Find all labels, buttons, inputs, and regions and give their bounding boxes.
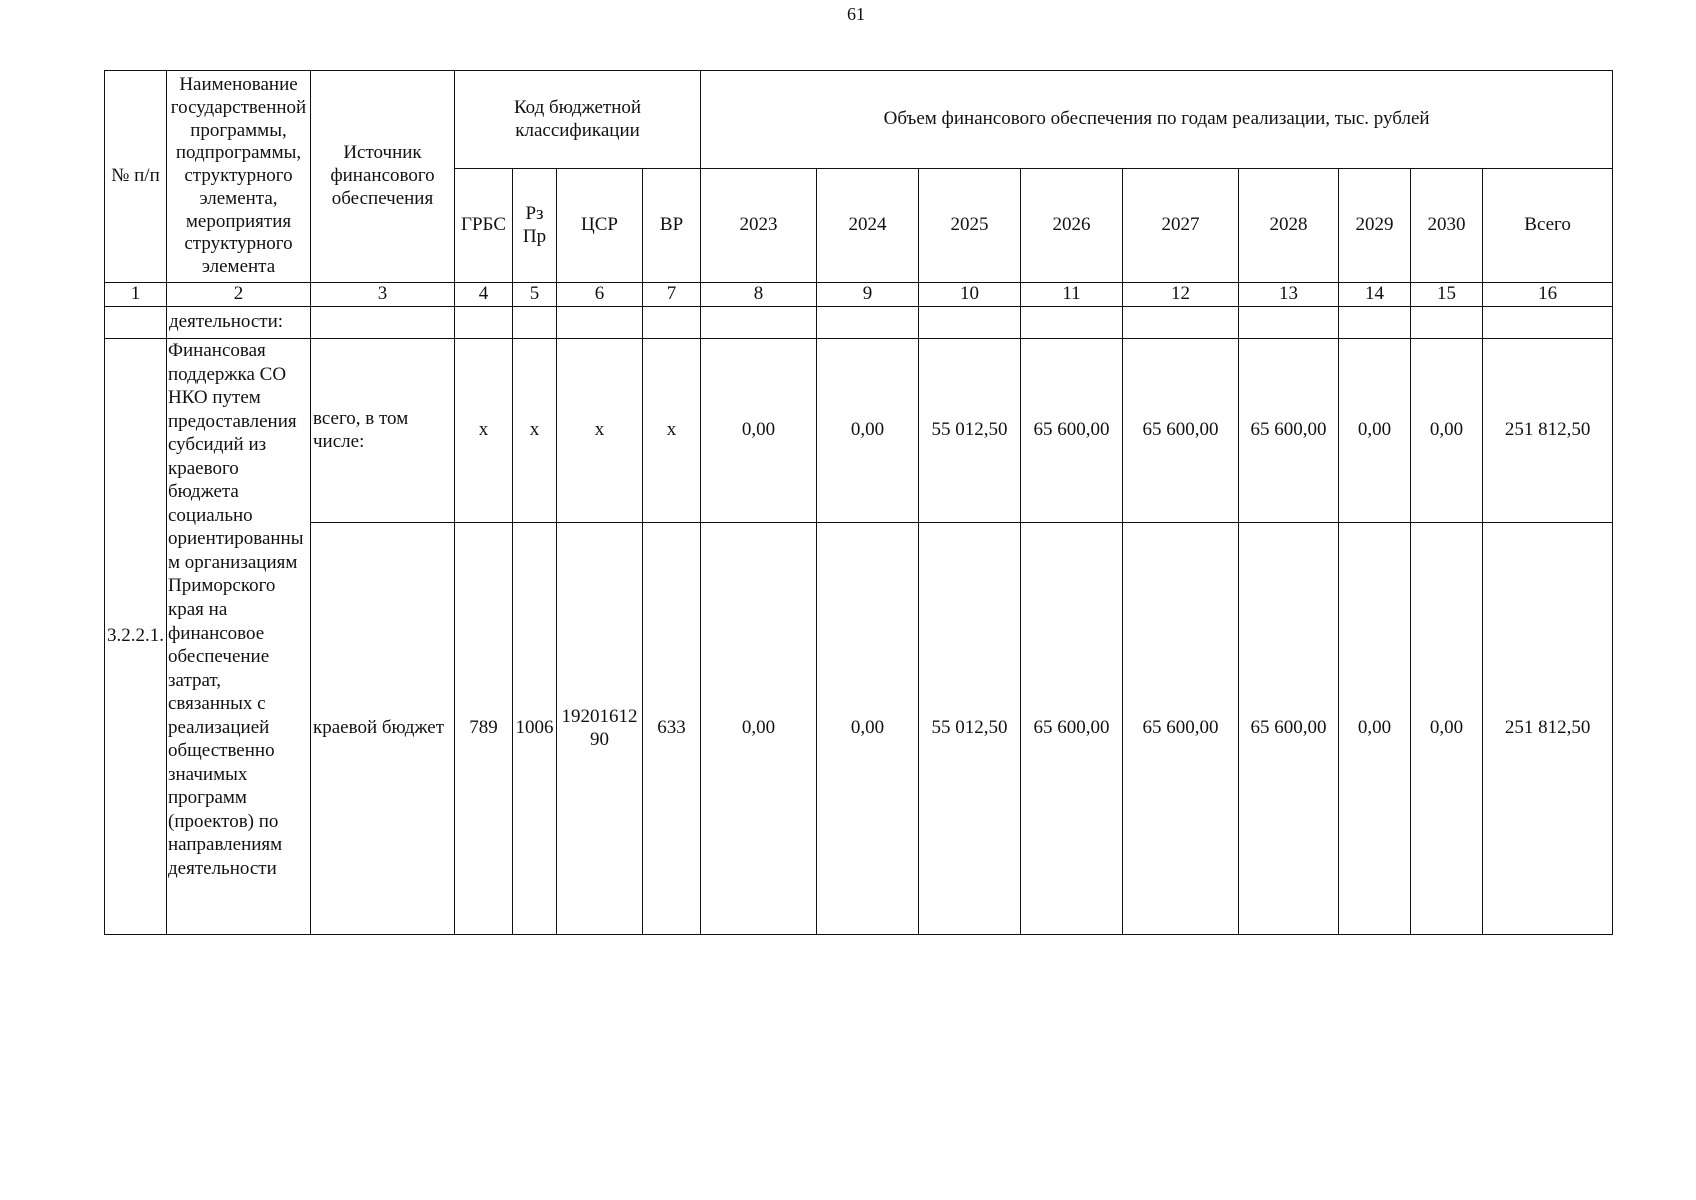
header-name: Наименование государственной программы, подпрограммы, структурного элемента, мероприятия структурного элемента	[167, 71, 311, 283]
empty-cell	[701, 307, 817, 339]
value-2024: 0,00	[817, 339, 919, 523]
value-2028: 65 600,00	[1239, 523, 1339, 935]
page-number: 61	[847, 4, 865, 24]
empty-cell	[1339, 307, 1411, 339]
value-2026: 65 600,00	[1021, 339, 1123, 523]
value-2023: 0,00	[701, 339, 817, 523]
column-number: 16	[1483, 283, 1613, 307]
empty-cell	[1411, 307, 1483, 339]
column-number: 1	[105, 283, 167, 307]
column-number: 12	[1123, 283, 1239, 307]
empty-cell	[1239, 307, 1339, 339]
empty-cell	[311, 307, 455, 339]
value-2024: 0,00	[817, 523, 919, 935]
source-cell: краевой бюджет	[311, 523, 455, 935]
column-number: 8	[701, 283, 817, 307]
vr-cell: 633	[643, 523, 701, 935]
column-number: 2	[167, 283, 311, 307]
empty-cell	[1123, 307, 1239, 339]
header-year-2023: 2023	[701, 169, 817, 283]
column-number: 14	[1339, 283, 1411, 307]
header-volume: Объем финансового обеспечения по годам реализации, тыс. рублей	[701, 71, 1613, 169]
table-row-total	[105, 339, 1613, 523]
value-2025: 55 012,50	[919, 523, 1021, 935]
header-rzpr: Рз Пр	[513, 169, 557, 283]
value-2023: 0,00	[701, 523, 817, 935]
column-number: 5	[513, 283, 557, 307]
header-vr: ВР	[643, 169, 701, 283]
header-row-top	[105, 71, 1613, 169]
empty-cell	[557, 307, 643, 339]
column-number: 7	[643, 283, 701, 307]
budget-table	[104, 70, 1613, 935]
continuation-row	[105, 307, 1613, 339]
vr-cell: x	[643, 339, 701, 523]
empty-cell	[1021, 307, 1123, 339]
value-2029: 0,00	[1339, 339, 1411, 523]
column-number: 9	[817, 283, 919, 307]
header-total: Всего	[1483, 169, 1613, 283]
value-2026: 65 600,00	[1021, 523, 1123, 935]
grbs-cell: 789	[455, 523, 513, 935]
column-number: 4	[455, 283, 513, 307]
continuation-text: деятельности:	[167, 307, 311, 339]
csr-cell: 1920161290	[557, 523, 643, 935]
value-2025: 55 012,50	[919, 339, 1021, 523]
value-2027: 65 600,00	[1123, 339, 1239, 523]
header-year-2028: 2028	[1239, 169, 1339, 283]
header-year-2029: 2029	[1339, 169, 1411, 283]
item-number: 3.2.2.1.	[105, 339, 167, 935]
empty-cell	[105, 307, 167, 339]
empty-cell	[455, 307, 513, 339]
column-number: 13	[1239, 283, 1339, 307]
header-grbs: ГРБС	[455, 169, 513, 283]
value-total: 251 812,50	[1483, 523, 1613, 935]
item-name: Финансовая поддержка СО НКО путем предоставления субсидий из краевого бюджета социально ориентированным организациям Приморского края на финансовое обеспечение затрат, связанных с реализацией общественно значимых программ (проектов) по направлениям деятельности	[167, 339, 311, 935]
value-2030: 0,00	[1411, 523, 1483, 935]
header-year-2026: 2026	[1021, 169, 1123, 283]
header-num: № п/п	[105, 71, 167, 283]
value-2029: 0,00	[1339, 523, 1411, 935]
header-year-2030: 2030	[1411, 169, 1483, 283]
column-number: 10	[919, 283, 1021, 307]
column-number: 11	[1021, 283, 1123, 307]
empty-cell	[817, 307, 919, 339]
rzpr-cell: 1006	[513, 523, 557, 935]
empty-cell	[513, 307, 557, 339]
header-year-2025: 2025	[919, 169, 1021, 283]
value-2028: 65 600,00	[1239, 339, 1339, 523]
rzpr-cell: x	[513, 339, 557, 523]
value-2030: 0,00	[1411, 339, 1483, 523]
header-year-2027: 2027	[1123, 169, 1239, 283]
empty-cell	[919, 307, 1021, 339]
column-number: 3	[311, 283, 455, 307]
header-csr: ЦСР	[557, 169, 643, 283]
empty-cell	[1483, 307, 1613, 339]
table-row-regional	[105, 523, 1613, 935]
empty-cell	[643, 307, 701, 339]
column-number: 15	[1411, 283, 1483, 307]
column-numbers-row	[105, 283, 1613, 307]
column-number: 6	[557, 283, 643, 307]
grbs-cell: x	[455, 339, 513, 523]
value-total: 251 812,50	[1483, 339, 1613, 523]
header-source: Источник финансового обеспечения	[311, 71, 455, 283]
header-year-2024: 2024	[817, 169, 919, 283]
value-2027: 65 600,00	[1123, 523, 1239, 935]
source-cell: всего, в том числе:	[311, 339, 455, 523]
header-budget-code: Код бюджетной классификации	[455, 71, 701, 169]
csr-cell: x	[557, 339, 643, 523]
